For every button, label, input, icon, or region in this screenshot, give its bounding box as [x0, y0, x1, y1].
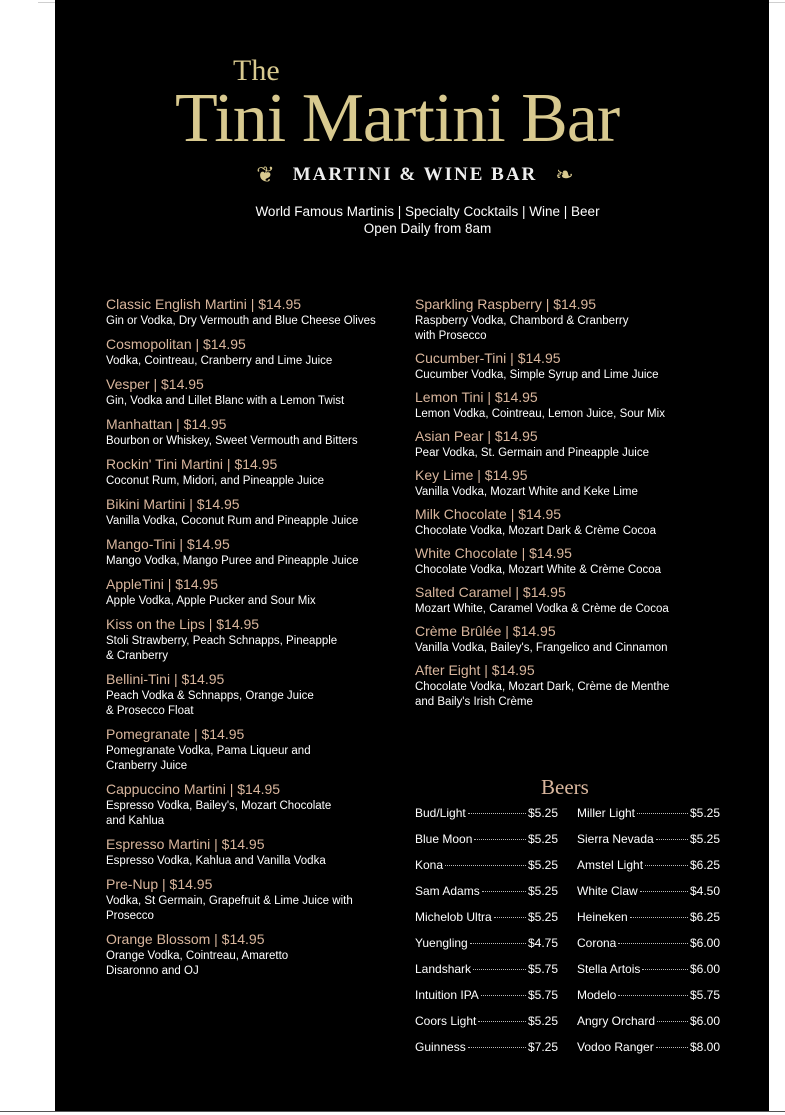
menu-item-title: Bellini-Tini | $14.95	[106, 671, 225, 687]
beer-name: Amstel Light	[577, 858, 644, 872]
beer-price: $4.50	[689, 884, 720, 898]
beer-price: $6.25	[689, 910, 720, 924]
menu-item	[415, 583, 715, 617]
beer-name: Sierra Nevada	[577, 832, 654, 846]
page-edge	[767, 2, 785, 3]
beer-row	[415, 988, 558, 1014]
beer-name: Vodoo Ranger	[577, 1040, 654, 1054]
beer-row	[415, 1040, 558, 1066]
beer-price: $5.25	[527, 910, 558, 924]
cocktail-column-left	[106, 295, 406, 985]
dot-leader	[618, 943, 688, 944]
beer-price: $8.00	[689, 1040, 720, 1054]
beer-name: Sam Adams	[415, 884, 480, 898]
menu-item	[415, 427, 715, 461]
menu-item-title: Mango-Tini | $14.95	[106, 536, 230, 552]
beer-row	[577, 936, 720, 962]
beer-price: $5.25	[527, 1014, 558, 1028]
menu-item	[106, 495, 406, 529]
menu-item-title: White Chocolate | $14.95	[415, 545, 572, 561]
menu-item	[106, 875, 406, 924]
dot-leader	[657, 1021, 688, 1022]
beer-name: White Claw	[577, 884, 638, 898]
menu-item-description: Raspberry Vodka, Chambord & Cranberry with Prosecco	[415, 315, 629, 342]
menu-item-description: Coconut Rum, Midori, and Pineapple Juice	[106, 475, 324, 487]
menu-item-title: Vesper | $14.95	[106, 376, 204, 392]
menu-item-description: Pomegranate Vodka, Pama Liqueur and Cranberry Juice	[106, 745, 311, 772]
menu-item-title: AppleTini | $14.95	[106, 576, 219, 592]
flourish-right-icon: ❧	[555, 162, 574, 188]
page-bottom-border	[0, 1111, 785, 1112]
beer-price: $5.25	[689, 832, 720, 846]
menu-item-title: After Eight | $14.95	[415, 662, 535, 678]
menu-item-description: Chocolate Vodka, Mozart White & Crème Cocoa	[415, 564, 662, 576]
menu-item-title: Crème Brûlée | $14.95	[415, 623, 556, 639]
beer-row	[577, 858, 720, 884]
dot-leader	[482, 891, 526, 892]
menu-item	[106, 575, 406, 609]
dot-leader	[494, 917, 526, 918]
menu-item	[106, 535, 406, 569]
menu-page	[55, 0, 769, 1111]
beer-name: Bud/Light	[415, 806, 466, 820]
logo-title: Tini Martini Bar	[175, 80, 620, 157]
page-edge	[38, 2, 56, 3]
logo-subtitle: MARTINI & WINE BAR	[292, 164, 538, 185]
beer-name: Modelo	[577, 988, 617, 1002]
beer-name: Miller Light	[577, 806, 636, 820]
menu-item	[415, 622, 715, 656]
menu-item-title: Cucumber-Tini | $14.95	[415, 350, 561, 366]
beers-heading: Beers	[541, 775, 589, 799]
menu-item-description: Chocolate Vodka, Mozart Dark & Crème Cocoa	[415, 525, 656, 537]
dot-leader	[468, 1047, 526, 1048]
dot-leader	[481, 995, 526, 996]
menu-item-description: Peach Vodka & Schnapps, Orange Juice & Prosecco Float	[106, 690, 314, 717]
beer-row	[577, 1040, 720, 1066]
beer-row	[415, 884, 558, 910]
menu-item	[415, 388, 715, 422]
menu-item	[106, 415, 406, 449]
opening-hours: Open Daily from 8am	[363, 221, 492, 236]
beer-price: $5.75	[689, 988, 720, 1002]
menu-item-description: Pear Vodka, St. Germain and Pineapple Juice	[415, 447, 649, 459]
beer-name: Michelob Ultra	[415, 910, 492, 924]
beer-row	[577, 910, 720, 936]
menu-item-description: Mango Vodka, Mango Puree and Pineapple Juice	[106, 555, 359, 567]
menu-item-description: Vanilla Vodka, Bailey's, Frangelico and Cinnamon	[415, 642, 668, 654]
menu-item-description: Espresso Vodka, Bailey's, Mozart Chocolate and Kahlua	[106, 800, 332, 827]
menu-item-title: Key Lime | $14.95	[415, 467, 528, 483]
dot-leader	[474, 839, 526, 840]
menu-item	[106, 455, 406, 489]
menu-item-title: Rockin' Tini Martini | $14.95	[106, 456, 278, 472]
menu-item-description: Vodka, St Germain, Grapefruit & Lime Juice with Prosecco	[106, 895, 353, 922]
beer-row	[415, 858, 558, 884]
menu-item-title: Sparkling Raspberry | $14.95	[415, 296, 597, 312]
dot-leader	[473, 969, 526, 970]
beer-row	[577, 806, 720, 832]
dot-leader	[656, 1047, 688, 1048]
menu-item	[106, 670, 406, 719]
menu-item-description: Vanilla Vodka, Coconut Rum and Pineapple Juice	[106, 515, 359, 527]
beer-price: $7.25	[527, 1040, 558, 1054]
menu-item	[106, 375, 406, 409]
beer-row	[415, 832, 558, 858]
menu-item-title: Cappuccino Martini | $14.95	[106, 781, 281, 797]
dot-leader	[640, 891, 688, 892]
menu-item-title: Lemon Tini | $14.95	[415, 389, 538, 405]
menu-item	[415, 544, 715, 578]
beer-name: Intuition IPA	[415, 988, 479, 1002]
menu-item	[106, 930, 406, 979]
beer-list-right	[577, 806, 720, 1066]
beer-price: $5.75	[527, 988, 558, 1002]
tagline-block	[55, 203, 700, 237]
beer-row	[577, 832, 720, 858]
beer-row	[415, 962, 558, 988]
logo-subtitle-row	[195, 160, 635, 190]
beer-price: $6.00	[689, 962, 720, 976]
beer-name: Heineken	[577, 910, 628, 924]
menu-item-title: Classic English Martini | $14.95	[106, 296, 302, 312]
menu-item-title: Pre-Nup | $14.95	[106, 876, 213, 892]
beer-name: Guinness	[415, 1040, 466, 1054]
dot-leader	[656, 839, 688, 840]
dot-leader	[637, 813, 688, 814]
dot-leader	[645, 865, 688, 866]
beer-row	[415, 910, 558, 936]
menu-item-description: Lemon Vodka, Cointreau, Lemon Juice, Sour Mix	[415, 408, 665, 420]
dot-leader	[642, 969, 688, 970]
beer-list-left	[415, 806, 558, 1066]
menu-item-title: Salted Caramel | $14.95	[415, 584, 566, 600]
beer-name: Angry Orchard	[577, 1014, 656, 1028]
menu-item	[106, 335, 406, 369]
beer-row	[577, 962, 720, 988]
menu-item-description: Vanilla Vodka, Mozart White and Keke Lime	[415, 486, 638, 498]
dot-leader	[445, 865, 526, 866]
menu-item	[106, 615, 406, 664]
menu-item	[106, 835, 406, 869]
beer-row	[415, 806, 558, 832]
cocktail-column-right	[415, 295, 715, 715]
menu-item-description: Espresso Vodka, Kahlua and Vanilla Vodka	[106, 855, 326, 867]
beer-price: $5.25	[527, 858, 558, 872]
menu-item-title: Pomegranate | $14.95	[106, 726, 245, 742]
flourish-left-icon: ❦	[256, 162, 275, 188]
dot-leader	[618, 995, 688, 996]
beer-name: Landshark	[415, 962, 472, 976]
menu-item-description: Cucumber Vodka, Simple Syrup and Lime Juice	[415, 369, 659, 381]
dot-leader	[470, 943, 526, 944]
beer-price: $5.25	[527, 832, 558, 846]
dot-leader	[478, 1021, 526, 1022]
beer-price: $6.25	[689, 858, 720, 872]
menu-item-description: Orange Vodka, Cointreau, Amaretto Disaronno and OJ	[106, 950, 289, 977]
beer-price: $5.25	[689, 806, 720, 820]
beer-name: Coors Light	[415, 1014, 477, 1028]
menu-item-title: Manhattan | $14.95	[106, 416, 227, 432]
menu-item	[106, 295, 406, 329]
beer-name: Stella Artois	[577, 962, 641, 976]
menu-item	[415, 466, 715, 500]
menu-item	[415, 295, 715, 344]
menu-item-description: Chocolate Vodka, Mozart Dark, Crème de Menthe and Baily's Irish Crème	[415, 681, 670, 708]
tagline: World Famous Martinis | Specialty Cocktails | Wine | Beer	[255, 204, 600, 219]
menu-item-title: Orange Blossom | $14.95	[106, 931, 265, 947]
menu-item-title: Espresso Martini | $14.95	[106, 836, 265, 852]
beer-row	[577, 884, 720, 910]
menu-item-description: Apple Vodka, Apple Pucker and Sour Mix	[106, 595, 316, 607]
dot-leader	[630, 917, 688, 918]
menu-item	[415, 661, 715, 710]
beer-price: $5.75	[527, 962, 558, 976]
menu-item-description: Stoli Strawberry, Peach Schnapps, Pineapple & Cranberry	[106, 635, 338, 662]
beer-name: Yuengling	[415, 936, 468, 950]
menu-item-description: Gin or Vodka, Dry Vermouth and Blue Cheese Olives	[106, 315, 376, 327]
menu-item-title: Cosmopolitan | $14.95	[106, 336, 246, 352]
beer-price: $6.00	[689, 936, 720, 950]
menu-item-title: Milk Chocolate | $14.95	[415, 506, 562, 522]
beer-price: $6.00	[689, 1014, 720, 1028]
beer-price: $5.25	[527, 884, 558, 898]
menu-item-description: Vodka, Cointreau, Cranberry and Lime Juice	[106, 355, 333, 367]
menu-item-description: Bourbon or Whiskey, Sweet Vermouth and Bitters	[106, 435, 358, 447]
menu-item-description: Mozart White, Caramel Vodka & Crème de Cocoa	[415, 603, 669, 615]
menu-item	[415, 505, 715, 539]
logo-the: The	[233, 54, 280, 87]
menu-item	[106, 780, 406, 829]
menu-item-title: Asian Pear | $14.95	[415, 428, 538, 444]
menu-item-description: Gin, Vodka and Lillet Blanc with a Lemon Twist	[106, 395, 345, 407]
menu-item	[415, 349, 715, 383]
beer-row	[577, 988, 720, 1014]
beer-row	[577, 1014, 720, 1040]
beer-name: Kona	[415, 858, 444, 872]
beer-row	[415, 1014, 558, 1040]
beer-price: $4.75	[527, 936, 558, 950]
dot-leader	[468, 813, 526, 814]
beer-name: Corona	[577, 936, 617, 950]
beer-name: Blue Moon	[415, 832, 473, 846]
beer-row	[415, 936, 558, 962]
menu-item-title: Bikini Martini | $14.95	[106, 496, 240, 512]
menu-item	[106, 725, 406, 774]
beer-price: $5.25	[527, 806, 558, 820]
menu-item-title: Kiss on the Lips | $14.95	[106, 616, 260, 632]
